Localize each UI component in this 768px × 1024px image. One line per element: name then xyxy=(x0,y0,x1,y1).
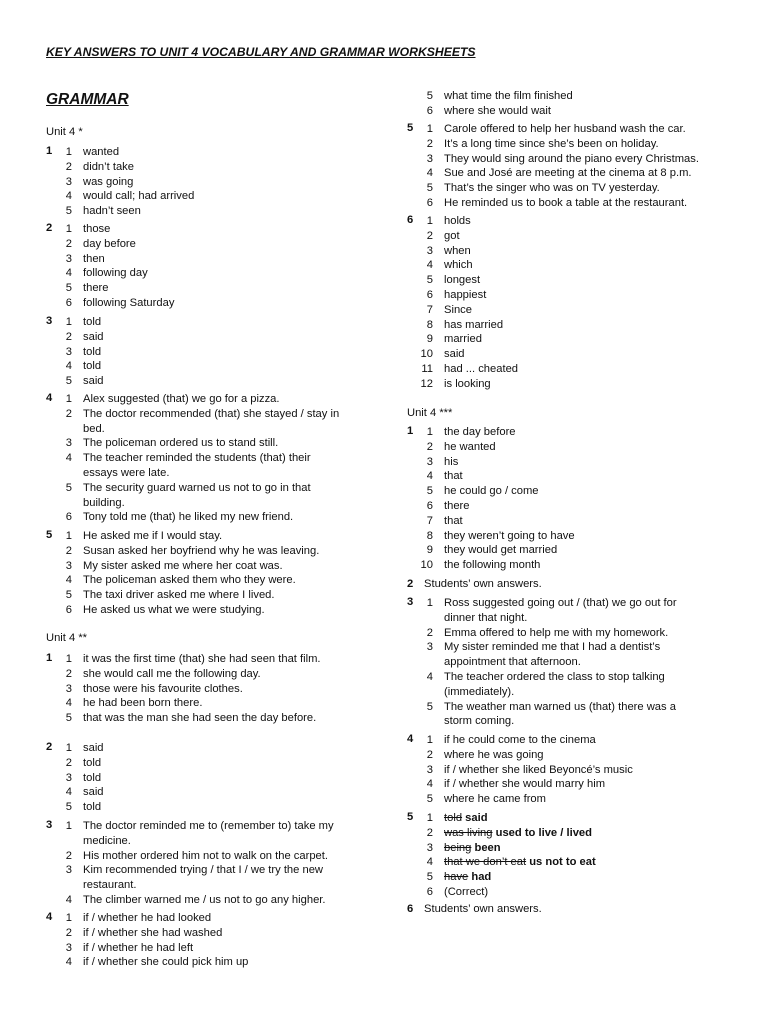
unit-heading: Unit 4 ** xyxy=(46,632,88,644)
answer-item: 1 wanted xyxy=(65,146,120,158)
exercise-4 xyxy=(407,733,737,807)
answer-item: 2 she would call me the following day. xyxy=(65,667,261,680)
corrected-text: us not to eat xyxy=(529,856,596,869)
grammar-heading: GRAMMAR xyxy=(46,91,129,108)
answer-item: 10 the following month xyxy=(420,559,541,572)
answer-item: 4 if / whether she would marry him xyxy=(426,778,606,791)
exercise-number: 2 xyxy=(46,741,53,753)
answer-continuation: bed. xyxy=(83,422,105,435)
answer-item: 5 The weather man warned us (that) there was a xyxy=(426,700,676,713)
answer-item: 3 They would sing around the piano every Christmas. xyxy=(426,152,699,165)
answer-item: 2 was living used to live / lived xyxy=(426,826,592,839)
unit-heading: Unit 4 * xyxy=(46,126,83,138)
exercise-number: 4 xyxy=(46,392,53,404)
answer-continuation: medicine. xyxy=(83,834,131,847)
exercise-1 xyxy=(407,425,737,573)
answer-item: 6 happiest xyxy=(426,288,487,301)
answer-item: 9 they would get married xyxy=(426,544,558,557)
answer-item: 6 (Correct) xyxy=(426,885,489,898)
answer-item: 5 The taxi driver asked me where I lived. xyxy=(65,589,275,602)
answer-item: 3 his xyxy=(426,455,459,468)
answer-item: 5 there xyxy=(65,282,109,295)
answer-item: 4 that xyxy=(426,470,463,483)
answer-item: 2 It’s a long time since she’s been on holiday. xyxy=(426,137,659,150)
answer-item: 5 what time the film finished xyxy=(426,90,573,102)
exercise-number: 2 xyxy=(407,578,414,590)
exercise-4-continued xyxy=(407,89,737,119)
answer-item: 4 The policeman asked them who they were. xyxy=(65,574,296,587)
answer-item: 7 that xyxy=(426,514,463,527)
answer-item: 2 His mother ordered him not to walk on the carpet. xyxy=(65,849,328,862)
exercise-3 xyxy=(46,819,376,908)
exercise-5 xyxy=(407,122,737,211)
answer-continuation: appointment that afternoon. xyxy=(444,656,581,669)
answer-item: 7 Since xyxy=(426,303,472,316)
exercise-6 xyxy=(407,214,737,392)
answer-item: 2 day before xyxy=(65,237,136,250)
answer-item: 6 He asked us what we were studying. xyxy=(65,603,265,616)
answer-continuation: restaurant. xyxy=(83,879,137,892)
answer-item: 9 married xyxy=(426,333,482,346)
answer-item: 6 there xyxy=(426,499,470,512)
answer-item: 5 longest xyxy=(426,274,481,287)
exercise-number: 5 xyxy=(46,529,53,541)
answer-text: Students’ own answers. xyxy=(424,578,542,590)
exercise-number: 2 xyxy=(46,222,53,234)
answer-item: 3 when xyxy=(426,244,471,257)
exercise-number: 5 xyxy=(407,122,414,134)
answer-item: 5 That’s the singer who was on TV yesterday. xyxy=(426,182,660,195)
exercise-5 xyxy=(46,529,376,618)
exercise-number: 1 xyxy=(407,425,414,437)
answer-item: 6 He reminded us to book a table at the restaurant. xyxy=(426,196,688,209)
answer-item: 4 Sue and José are meeting at the cinema at 8 p.m. xyxy=(426,167,692,180)
answer-item: 4 which xyxy=(426,259,473,272)
exercise-number: 3 xyxy=(46,819,53,831)
answer-item: 3 The policeman ordered us to stand still. xyxy=(65,437,279,450)
answer-item: 1 it was the first time (that) she had seen that film. xyxy=(65,653,321,665)
answer-item: 2 Susan asked her boyfriend why he was leaving. xyxy=(65,544,320,557)
answer-item: 4 following day xyxy=(65,267,148,280)
answer-item: 4 The climber warned me / us not to go any higher. xyxy=(65,893,326,906)
crossed-out-text: was living xyxy=(444,826,493,839)
answer-item: 4 that we don’t eat us not to eat xyxy=(426,856,596,869)
crossed-out-text: told xyxy=(444,812,463,824)
exercise-3 xyxy=(46,315,376,389)
exercise-number: 5 xyxy=(407,811,414,823)
answer-item: 1 said xyxy=(65,742,104,754)
answer-continuation: building. xyxy=(83,496,125,509)
answer-item: 4 he had been born there. xyxy=(65,697,203,710)
corrected-text: had xyxy=(471,871,492,884)
answer-item: 5 The security guard warned us not to go in that xyxy=(65,481,311,494)
answer-item: 5 he could go / come xyxy=(426,485,539,498)
answer-item: 5 said xyxy=(65,375,104,388)
exercise-number: 6 xyxy=(407,214,414,226)
answer-item: 1 Alex suggested (that) we go for a pizza. xyxy=(65,393,280,405)
answer-continuation: essays were late. xyxy=(83,466,170,479)
answer-item: 1 if he could come to the cinema xyxy=(426,734,596,746)
answer-item: 3 was going xyxy=(65,175,134,188)
exercise-4 xyxy=(46,392,376,525)
answer-item: 1 told xyxy=(65,316,102,328)
answer-item: 4 said xyxy=(65,786,104,799)
answer-item: 8 has married xyxy=(426,318,504,331)
answer-item: 1 The doctor reminded me to (remember to) take my xyxy=(65,820,334,832)
crossed-out-text: that we don’t eat xyxy=(444,856,527,869)
answer-item: 3 then xyxy=(65,252,105,265)
answer-item: 2 if / whether she had washed xyxy=(65,926,223,939)
document-title: KEY ANSWERS TO UNIT 4 VOCABULARY AND GRAMMAR WORKSHEETS xyxy=(46,45,476,59)
answer-item: 5 told xyxy=(65,801,102,814)
answer-item: 2 told xyxy=(65,756,102,769)
answer-item: 3 if / whether he had left xyxy=(65,941,194,954)
exercise-4 xyxy=(46,911,376,970)
answer-continuation: (immediately). xyxy=(444,685,515,698)
answer-item: 1 He asked me if I would stay. xyxy=(65,530,223,542)
answer-item: 5 that was the man she had seen the day before. xyxy=(65,712,317,725)
answer-text: Students’ own answers. xyxy=(424,903,542,915)
answer-item: 2 where he was going xyxy=(426,748,544,761)
answer-item: 1 the day before xyxy=(426,426,516,438)
crossed-out-text: have xyxy=(444,871,469,884)
exercise-5 xyxy=(407,811,737,900)
answer-item: 2 said xyxy=(65,330,104,343)
answer-item: 2 The doctor recommended (that) she stayed / stay in xyxy=(65,407,340,420)
exercise-2 xyxy=(46,222,376,311)
answer-item: 5 have had xyxy=(426,871,492,884)
exercise-number: 6 xyxy=(407,903,414,915)
answer-item: 3 if / whether she liked Beyoncé’s music xyxy=(426,763,633,776)
answer-item: 11 had ... cheated xyxy=(421,362,519,375)
answer-item: 1 holds xyxy=(426,215,471,227)
exercise-number: 1 xyxy=(46,652,53,664)
answer-item: 6 following Saturday xyxy=(65,296,175,309)
answer-item: 1 Carole offered to help her husband wash the car. xyxy=(426,123,686,135)
corrected-text: been xyxy=(474,841,501,854)
exercise-number: 4 xyxy=(46,911,53,923)
answer-item: 8 they weren’t going to have xyxy=(426,529,575,542)
answer-item: 3 told xyxy=(65,771,102,784)
answer-item: 3 Kim recommended trying / that I / we try the new xyxy=(65,864,324,877)
answer-item: 3 those were his favourite clothes. xyxy=(65,682,243,695)
answer-item: 1 those xyxy=(65,223,111,235)
answer-item: 5 where he came from xyxy=(426,793,546,806)
answer-item: 6 Tony told me (that) he liked my new friend. xyxy=(65,511,294,524)
answer-item: 3 being been xyxy=(426,841,501,854)
answer-continuation: dinner that night. xyxy=(444,611,528,624)
exercise-6 xyxy=(407,903,542,915)
answer-item: 2 got xyxy=(426,229,460,242)
answer-item: 4 The teacher ordered the class to stop talking xyxy=(426,670,665,683)
exercise-2 xyxy=(407,578,542,590)
answer-item: 3 My sister asked me where her coat was. xyxy=(65,559,283,572)
answer-item: 3 My sister reminded me that I had a dentist’s xyxy=(426,641,661,654)
exercise-number: 3 xyxy=(407,596,414,608)
answer-continuation: storm coming. xyxy=(444,715,515,728)
answer-item: 2 he wanted xyxy=(426,440,496,453)
answer-item: 2 didn’t take xyxy=(65,160,134,173)
answer-item: 6 where she would wait xyxy=(426,104,551,117)
exercise-3 xyxy=(407,596,737,729)
answer-item: 4 would call; had arrived xyxy=(65,190,195,203)
exercise-2 xyxy=(46,741,376,815)
answer-item: 3 told xyxy=(65,345,102,358)
answer-item: 1 told said xyxy=(426,812,488,824)
answer-item: 4 The teacher reminded the students (that) their xyxy=(65,452,311,465)
crossed-out-text: being xyxy=(444,841,472,854)
answer-item: 12 is looking xyxy=(420,377,491,390)
answer-item: 10 said xyxy=(420,348,465,361)
exercise-1 xyxy=(46,652,376,726)
corrected-text: used to live / lived xyxy=(495,826,592,839)
answer-item: 1 if / whether he had looked xyxy=(65,912,212,924)
exercise-number: 3 xyxy=(46,315,53,327)
answer-item: 4 told xyxy=(65,360,102,373)
correct-note: (Correct) xyxy=(444,885,489,898)
corrected-text: said xyxy=(465,812,488,824)
exercise-number: 4 xyxy=(407,733,414,745)
answer-item: 1 Ross suggested going out / (that) we go out for xyxy=(426,597,677,609)
unit-heading: Unit 4 *** xyxy=(407,407,453,419)
answer-item: 4 if / whether she could pick him up xyxy=(65,956,249,969)
exercise-1 xyxy=(46,145,376,219)
exercise-number: 1 xyxy=(46,145,53,157)
answer-item: 2 Emma offered to help me with my homework. xyxy=(426,626,669,639)
answer-item: 5 hadn’t seen xyxy=(65,205,141,218)
